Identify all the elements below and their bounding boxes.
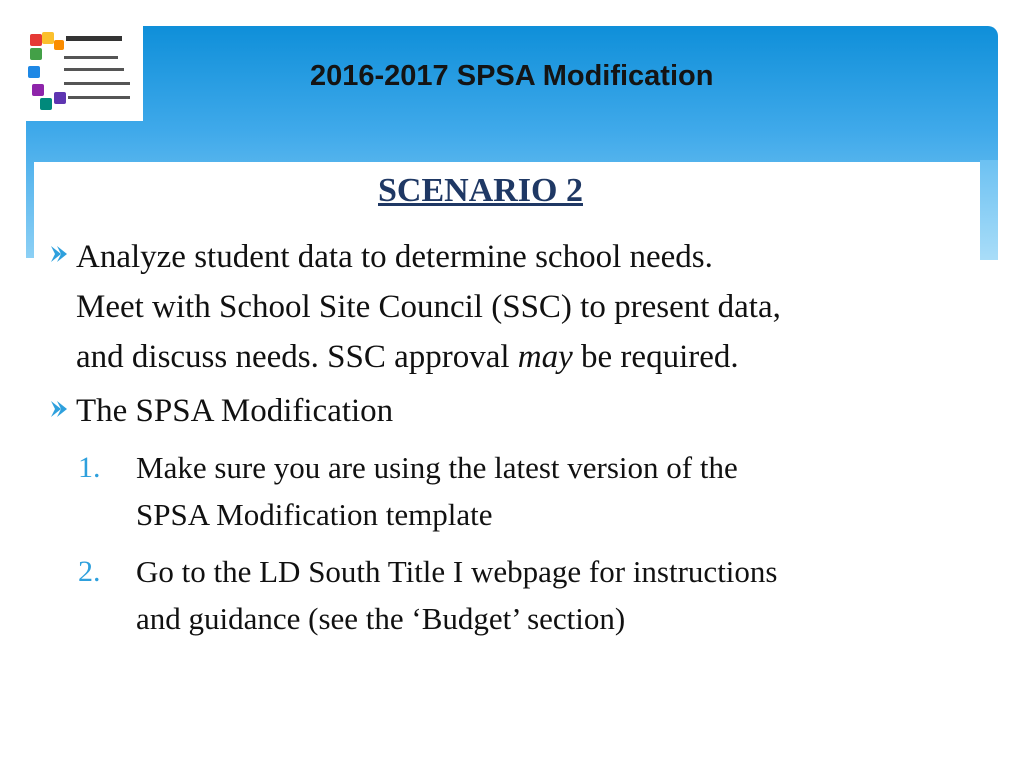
page-title: 2016-2017 SPSA Modification [310,60,714,92]
puzzle-logo-icon [26,26,143,121]
bullet-line: and discuss needs. SSC approval may be required. [76,339,739,375]
bullet-line: Analyze student data to determine school needs. [76,239,713,275]
step-line: Go to the LD South Title I webpage for instructions [136,554,778,589]
bullet-line: Meet with School Site Council (SSC) to present data, [76,289,781,325]
bullet-analyze [48,232,978,382]
bullet-spsa-modification [48,389,393,433]
step-item [78,444,938,538]
arrow-bullet-icon [48,389,74,433]
step-line: SPSA Modification template [136,497,493,532]
arrow-bullet-icon [48,232,74,282]
scenario-heading: SCENARIO 2 [378,172,583,209]
district-logo [26,26,143,121]
step-number: 2. [78,555,101,588]
bullet-line: The SPSA Modification [76,393,394,429]
step-item [78,548,958,642]
step-line: and guidance (see the ‘Budget’ section) [136,601,626,636]
step-number: 1. [78,451,101,484]
step-line: Make sure you are using the latest version of the [136,450,738,485]
banner-edge [980,160,998,260]
